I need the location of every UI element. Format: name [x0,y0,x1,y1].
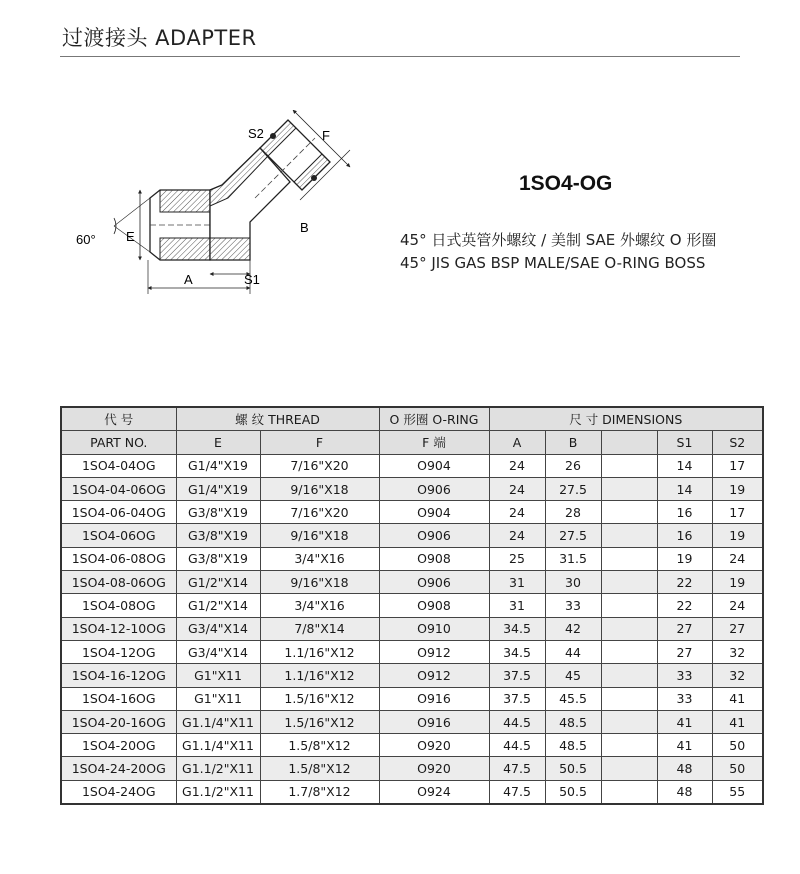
table-row [61,454,763,477]
cell-blank [601,617,657,640]
cell-e: G3/8"X19 [176,501,260,524]
header-row-1 [61,407,763,431]
cell-part: 1SO4-04OG [61,454,176,477]
cell-oring: O912 [379,640,489,663]
cell-e: G1/2"X14 [176,594,260,617]
cell-b: 48.5 [545,734,601,757]
table-row [61,501,763,524]
cell-oring: O920 [379,757,489,780]
cell-part: 1SO4-20-16OG [61,710,176,733]
cell-blank [601,640,657,663]
cell-e: G1"X11 [176,687,260,710]
cell-s1: 27 [657,617,712,640]
cell-s1: 14 [657,454,712,477]
cell-a: 37.5 [489,664,545,687]
cell-b: 48.5 [545,710,601,733]
product-description-cn: 45° 日式英管外螺纹 / 美制 SAE 外螺纹 O 形圈 [400,231,717,249]
cell-e: G1.1/2"X11 [176,780,260,804]
cell-b: 42 [545,617,601,640]
cell-a: 37.5 [489,687,545,710]
cell-a: 24 [489,454,545,477]
table-row [61,524,763,547]
label-a: A [184,272,193,287]
cell-a: 25 [489,547,545,570]
cell-oring: O906 [379,477,489,500]
cell-b: 27.5 [545,524,601,547]
cell-f: 7/16"X20 [260,454,379,477]
cell-part: 1SO4-08-06OG [61,571,176,594]
spec-table [60,406,764,805]
cell-part: 1SO4-24OG [61,780,176,804]
cell-blank [601,571,657,594]
cell-f: 1.1/16"X12 [260,664,379,687]
cell-oring: O906 [379,571,489,594]
product-model: 1SO4-OG [519,172,613,195]
cell-oring: O904 [379,501,489,524]
page-title: 过渡接头 ADAPTER [62,26,257,50]
cell-e: G3/4"X14 [176,640,260,663]
cell-a: 47.5 [489,780,545,804]
cell-e: G1"X11 [176,664,260,687]
header-a: A [489,431,545,454]
spec-table-body [61,407,763,804]
cell-s2: 19 [712,477,763,500]
cell-e: G1/4"X19 [176,454,260,477]
cell-e: G1/2"X14 [176,571,260,594]
cell-a: 34.5 [489,640,545,663]
cell-blank [601,501,657,524]
table-row [61,594,763,617]
cell-b: 28 [545,501,601,524]
cell-part: 1SO4-20OG [61,734,176,757]
cell-part: 1SO4-04-06OG [61,477,176,500]
cell-f: 1.1/16"X12 [260,640,379,663]
cell-b: 33 [545,594,601,617]
cell-f: 9/16"X18 [260,571,379,594]
cell-b: 50.5 [545,757,601,780]
table-row [61,687,763,710]
cell-f: 9/16"X18 [260,524,379,547]
cell-part: 1SO4-16-12OG [61,664,176,687]
header-row-2 [61,431,763,454]
cell-s1: 16 [657,524,712,547]
cell-e: G3/8"X19 [176,524,260,547]
cell-b: 45.5 [545,687,601,710]
header-part-no: PART NO. [61,431,176,454]
cell-b: 31.5 [545,547,601,570]
cell-s2: 32 [712,664,763,687]
header-oring: O 形圈 O-RING [379,407,489,431]
table-row [61,664,763,687]
header-f-end: F 端 [379,431,489,454]
header-s1: S1 [657,431,712,454]
cell-b: 45 [545,664,601,687]
cell-s1: 22 [657,594,712,617]
cell-a: 24 [489,477,545,500]
cell-blank [601,734,657,757]
cell-f: 3/4"X16 [260,547,379,570]
cell-blank [601,454,657,477]
cell-blank [601,477,657,500]
cell-blank [601,664,657,687]
cell-a: 24 [489,524,545,547]
cell-oring: O916 [379,710,489,733]
cell-s1: 41 [657,734,712,757]
label-angle: 60° [76,232,96,247]
cell-oring: O920 [379,734,489,757]
cell-f: 7/16"X20 [260,501,379,524]
cell-a: 44.5 [489,734,545,757]
cell-s2: 32 [712,640,763,663]
cell-a: 24 [489,501,545,524]
table-row [61,780,763,804]
cell-s2: 41 [712,687,763,710]
table-row [61,640,763,663]
cell-oring: O916 [379,687,489,710]
cell-part: 1SO4-06-08OG [61,547,176,570]
table-row [61,571,763,594]
table-row [61,477,763,500]
cell-blank [601,780,657,804]
label-b: B [300,220,309,235]
cell-s1: 27 [657,640,712,663]
product-description-en: 45° JIS GAS BSP MALE/SAE O-RING BOSS [400,254,706,272]
cell-s1: 41 [657,710,712,733]
header-code: 代 号 [61,407,176,431]
cell-blank [601,547,657,570]
cell-s2: 55 [712,780,763,804]
cell-f: 1.5/8"X12 [260,734,379,757]
cell-s2: 24 [712,547,763,570]
cell-b: 27.5 [545,477,601,500]
cell-e: G1.1/4"X11 [176,710,260,733]
cell-f: 1.7/8"X12 [260,780,379,804]
cell-b: 30 [545,571,601,594]
cell-oring: O906 [379,524,489,547]
cell-a: 31 [489,571,545,594]
cell-oring: O908 [379,594,489,617]
cell-s1: 33 [657,687,712,710]
cell-f: 3/4"X16 [260,594,379,617]
cell-blank [601,594,657,617]
header-dimensions: 尺 寸 DIMENSIONS [489,407,763,431]
cell-s1: 19 [657,547,712,570]
label-s2: S2 [248,126,264,141]
cell-e: G1.1/4"X11 [176,734,260,757]
cell-blank [601,524,657,547]
cell-a: 44.5 [489,710,545,733]
table-row [61,617,763,640]
cell-s1: 33 [657,664,712,687]
header-blank [601,431,657,454]
header-s2: S2 [712,431,763,454]
cell-f: 1.5/16"X12 [260,687,379,710]
cell-part: 1SO4-16OG [61,687,176,710]
cell-s1: 48 [657,757,712,780]
cell-b: 44 [545,640,601,663]
table-row [61,547,763,570]
table-row [61,710,763,733]
fitting-drawing [60,110,380,310]
cell-a: 31 [489,594,545,617]
title-divider [60,56,740,57]
label-f: F [322,128,330,143]
male-thread-end [150,190,210,260]
table-row [61,757,763,780]
cell-a: 47.5 [489,757,545,780]
cell-blank [601,687,657,710]
cell-s2: 19 [712,571,763,594]
cell-oring: O908 [379,547,489,570]
cell-a: 34.5 [489,617,545,640]
cell-oring: O924 [379,780,489,804]
header-b: B [545,431,601,454]
cell-s2: 17 [712,501,763,524]
label-e: E [126,229,135,244]
cell-e: G3/4"X14 [176,617,260,640]
cell-s2: 24 [712,594,763,617]
cell-blank [601,710,657,733]
cell-s2: 27 [712,617,763,640]
cell-s1: 16 [657,501,712,524]
header-f: F [260,431,379,454]
header-e: E [176,431,260,454]
cell-s1: 22 [657,571,712,594]
cell-s2: 50 [712,734,763,757]
cell-part: 1SO4-08OG [61,594,176,617]
cell-f: 7/8"X14 [260,617,379,640]
cell-s2: 41 [712,710,763,733]
header-thread: 螺 纹 THREAD [176,407,379,431]
table-row [61,734,763,757]
cell-part: 1SO4-06-04OG [61,501,176,524]
cell-part: 1SO4-06OG [61,524,176,547]
label-s1: S1 [244,272,260,287]
cell-s2: 50 [712,757,763,780]
cell-e: G3/8"X19 [176,547,260,570]
cell-f: 1.5/8"X12 [260,757,379,780]
cell-s2: 17 [712,454,763,477]
cell-oring: O910 [379,617,489,640]
cell-s2: 19 [712,524,763,547]
cell-blank [601,757,657,780]
cell-e: G1/4"X19 [176,477,260,500]
cell-s1: 48 [657,780,712,804]
cell-s1: 14 [657,477,712,500]
cell-f: 9/16"X18 [260,477,379,500]
cell-part: 1SO4-24-20OG [61,757,176,780]
cell-e: G1.1/2"X11 [176,757,260,780]
cell-b: 50.5 [545,780,601,804]
cell-part: 1SO4-12OG [61,640,176,663]
cell-part: 1SO4-12-10OG [61,617,176,640]
cell-f: 1.5/16"X12 [260,710,379,733]
cell-oring: O904 [379,454,489,477]
cell-oring: O912 [379,664,489,687]
cell-b: 26 [545,454,601,477]
